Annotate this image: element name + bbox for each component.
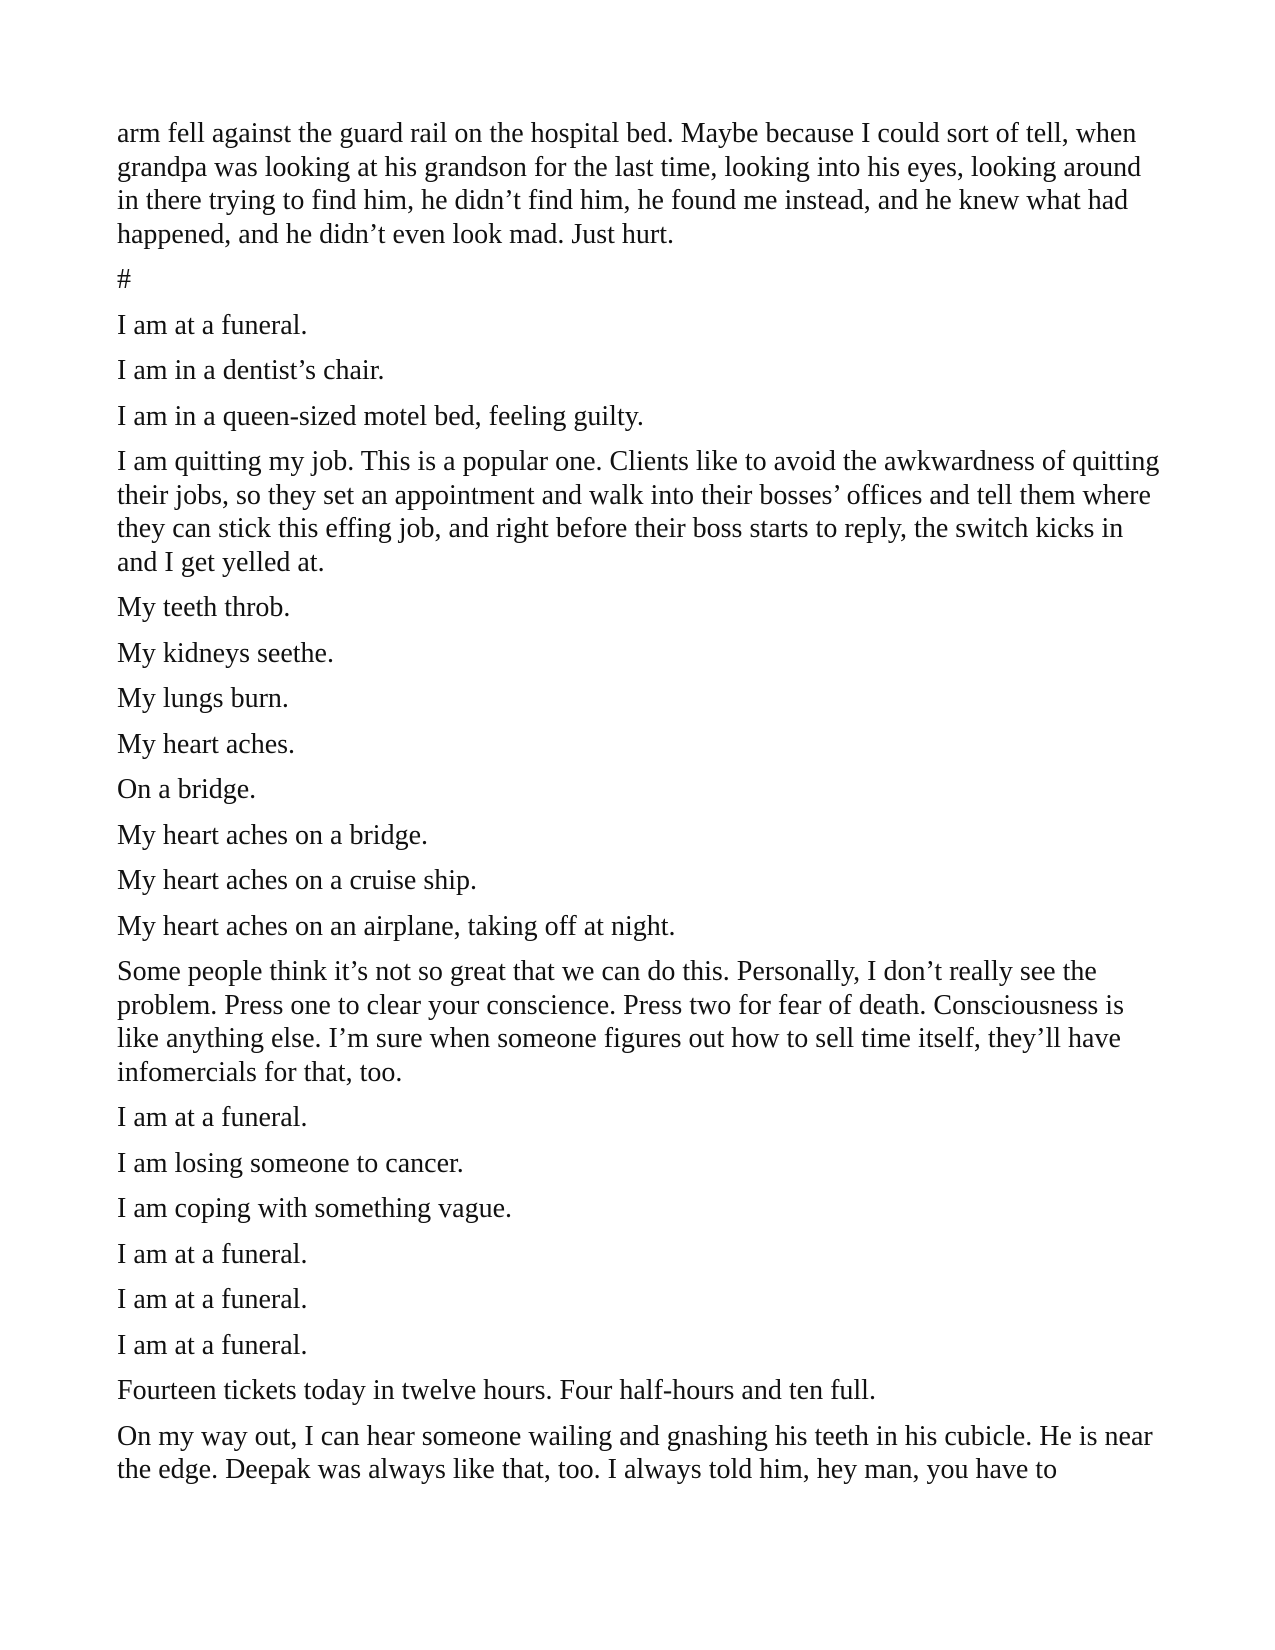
paragraph: Some people think it’s not so great that we can do this. Personally, I don’t really see the problem. Press one to clear your conscience. Press two for fear of death. Consciousness is like anything else. I’m sure when someone figures out how to sell time itself, they’ll have infomercials for that, too. <box>117 956 1124 1088</box>
paragraph: My heart aches. <box>117 728 296 760</box>
paragraph: I am at a funeral. <box>117 1238 308 1270</box>
document-page <box>117 117 1162 1487</box>
paragraph: My teeth throb. <box>117 592 291 623</box>
paragraph: I am in a queen-sized motel bed, feeling guilty. <box>117 400 644 432</box>
paragraph: I am losing someone to cancer. <box>117 1147 464 1179</box>
paragraph: I am in a dentist’s chair. <box>117 355 385 386</box>
paragraph: On my way out, I can hear someone wailing and gnashing his teeth in his cubicle. He is near the edge. Deepak was always like that, too. I always told him, hey man, you have to <box>117 1420 1153 1485</box>
paragraph: I am at a funeral. <box>117 1284 308 1315</box>
paragraph: I am at a funeral. <box>117 309 308 341</box>
paragraph: My lungs burn. <box>117 683 289 714</box>
paragraph: I am coping with something vague. <box>117 1193 513 1224</box>
paragraph: My heart aches on an airplane, taking off at night. <box>117 910 676 942</box>
paragraph: arm fell against the guard rail on the hospital bed. Maybe because I could sort of tell, when grandpa was looking at his grandson for the last time, looking into his eyes, looking around in there trying to find him, he didn’t find him, he found me instead, and he knew what had happened, and he didn’t even look mad. Just hurt. <box>117 118 1142 250</box>
section-break: # <box>117 264 131 295</box>
paragraph: Fourteen tickets today in twelve hours. Four half-hours and ten full. <box>117 1375 876 1406</box>
paragraph: My heart aches on a cruise ship. <box>117 865 477 896</box>
paragraph: I am quitting my job. This is a popular one. Clients like to avoid the awkwardness of quitting their jobs, so they set an appointment and walk into their bosses’ offices and tell them where they can stick this effing job, and right before their boss starts to reply, the switch kicks in and I get yelled at. <box>117 446 1160 578</box>
paragraph: My kidneys seethe. <box>117 637 334 669</box>
paragraph: On a bridge. <box>117 774 257 805</box>
paragraph: I am at a funeral. <box>117 1329 308 1361</box>
paragraph: I am at a funeral. <box>117 1102 308 1133</box>
paragraph: My heart aches on a bridge. <box>117 819 428 851</box>
